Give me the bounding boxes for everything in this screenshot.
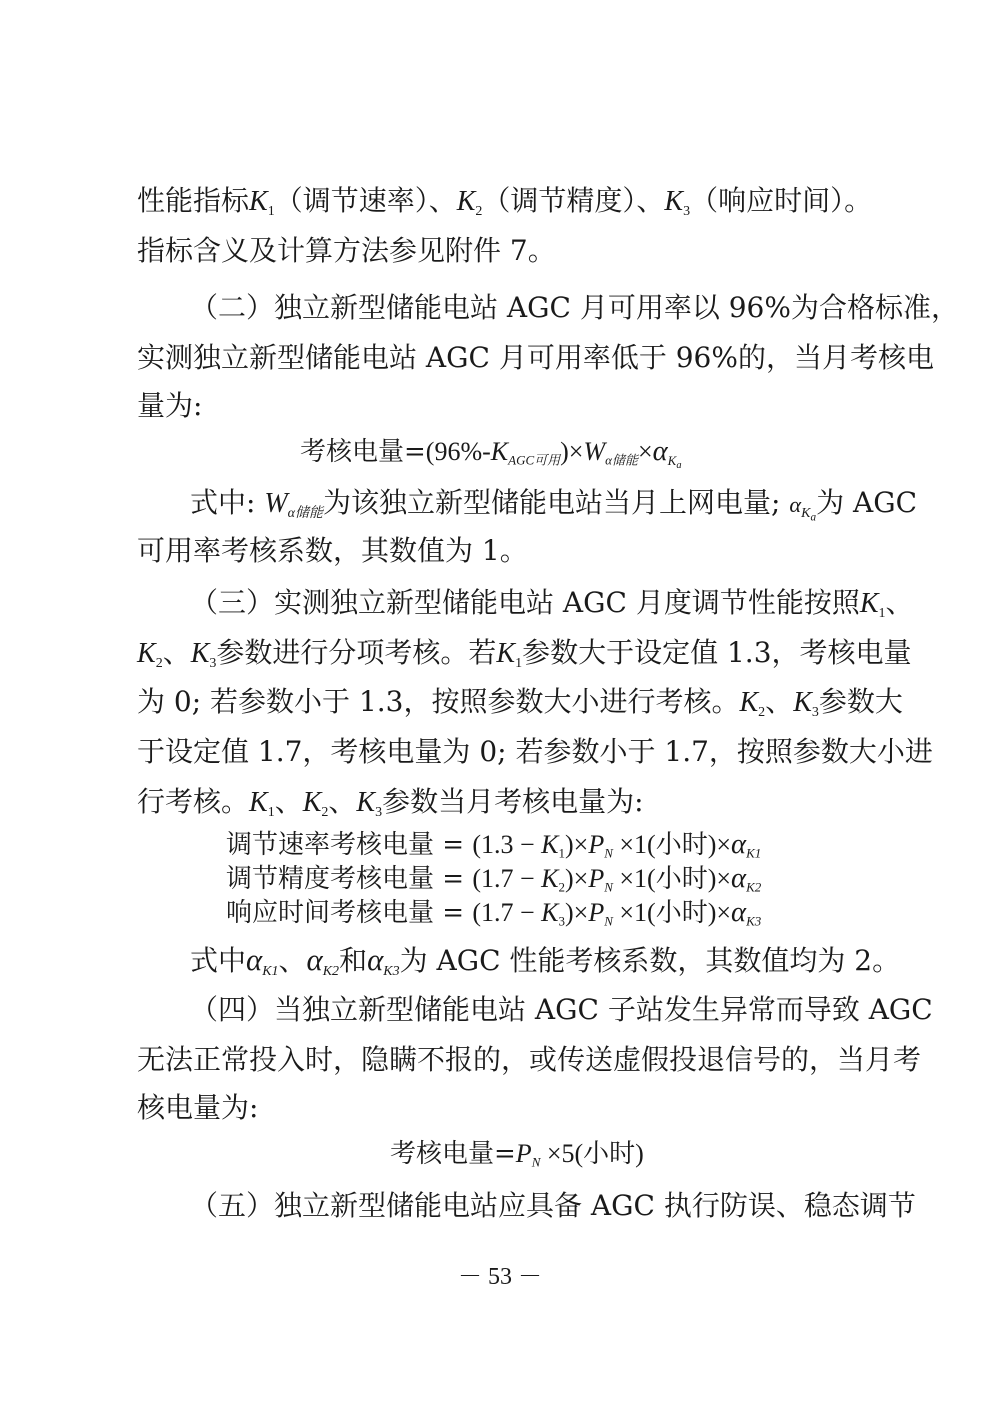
math-subscript: K [667,452,677,468]
formula-text: (96%- [425,437,491,466]
formula-label: 调节精度考核电量 = [226,864,473,894]
math-symbol: W [264,488,288,519]
math-subscript: 1 [267,203,275,219]
text-run: 、 [162,636,191,669]
formula-text: (1.7 − [472,898,542,927]
paragraph-line: （二）独立新型储能电站 AGC 月可用率以 96%为合格标准， [190,291,959,324]
math-subscript: α储能 [287,505,324,521]
math-symbol: K [793,687,812,718]
math-subscript: 2 [475,203,483,219]
text-run: 、 [765,685,794,718]
text-run: 性能指标 [137,184,250,217]
math-symbol: K [249,186,268,217]
math-symbol: K [302,787,322,818]
text-run: 为 AGC [816,486,917,519]
paragraph-line: 无法正常投入时，隐瞒不报的，或传送虚假投退信号的，当月考 [137,1043,922,1076]
text-run: 行考核。 [137,785,250,818]
math-symbol: K [859,588,879,619]
math-subscript: α储能 [605,452,638,468]
math-subscript: K3 [383,963,400,979]
math-symbol: α [731,863,747,894]
formula-label: 考核电量= [390,1139,516,1169]
math-symbol: K [456,186,476,217]
math-subscript: N [531,1154,541,1170]
formula-text: (1.3 − [472,830,542,859]
formula-label: 调节速率考核电量 = [226,830,473,860]
math-subscript: 2 [321,804,329,820]
math-symbol: K [541,898,559,927]
paragraph-line [190,585,914,622]
math-symbol: P [588,898,605,927]
formula-text: ×1(小时)× [612,830,732,859]
math-subscript: 3 [558,913,565,929]
paragraph-line [137,183,872,220]
math-symbol: K [249,787,268,818]
paragraph-line [137,684,903,721]
math-symbol: α [652,436,668,467]
formula-text: )× [565,864,589,893]
math-subscript: 3 [375,804,383,820]
formula-text: ×1(小时)× [612,898,732,927]
math-symbol: K [664,186,684,217]
math-symbol: α [367,943,384,977]
math-symbol: K [739,687,759,718]
paragraph-line [190,942,900,979]
formula-rate [226,828,761,862]
math-symbol: W [583,437,606,466]
math-symbol: K [190,638,210,669]
text-run: 、 [885,586,914,619]
paragraph-line: 实测独立新型储能电站 AGC 月可用率低于 96%的，当月考核电 [137,341,934,374]
text-run: 、 [274,785,303,818]
paragraph-line: 于设定值 1.7，考核电量为 0; 若参数小于 1.7，按照参数大小进 [137,735,933,768]
math-symbol: K [490,437,509,466]
paragraph-line [137,635,912,672]
paragraph-line: 量为: [137,389,203,422]
math-subscript: N [604,913,613,929]
paragraph-line: 核电量为: [137,1091,259,1124]
paragraph-line: （四）当独立新型储能电站 AGC 子站发生异常而导致 AGC [190,993,933,1026]
math-symbol: α [731,897,747,928]
text-run: （调节精度）、 [482,184,665,217]
text-run: 为 AGC 性能考核系数，其数值均为 2。 [399,944,901,977]
text-run: （响应时间）。 [690,184,873,217]
formula-text: (1.7 − [472,864,542,893]
math-symbol: K [541,864,559,893]
text-run: 参数大于设定值 1.3，考核电量 [522,636,912,669]
text-run: 式中: [190,486,265,519]
paragraph-line: 可用率考核系数，其数值为 1。 [137,534,528,567]
math-symbol: α [246,943,263,977]
math-subscript: a [676,459,682,471]
text-run: （调节速率）、 [274,184,457,217]
math-symbol: α [789,492,802,517]
formula-abnormal [390,1137,644,1171]
math-symbol: K [541,830,559,859]
math-subscript: 1 [878,605,886,621]
math-subscript: 2 [558,879,565,895]
paragraph-line: （五）独立新型储能电站应具备 AGC 执行防误、稳态调节 [190,1189,916,1222]
formula-response [226,896,761,930]
text-run: 为该独立新型储能电站当月上网电量; [323,486,790,519]
formula-text: ×1(小时)× [612,864,732,893]
text-run: 参数当月考核电量为: [382,785,644,818]
text-run: 、 [278,944,307,977]
math-symbol: P [515,1139,532,1168]
math-symbol: K [137,638,156,669]
math-subscript: 2 [758,704,766,720]
math-subscript: K2 [322,963,340,979]
text-run: 为 0; 若参数小于 1.3，按照参数大小进行考核。 [137,685,740,718]
text-run: （三）实测独立新型储能电站 AGC 月度调节性能按照 [190,586,860,619]
math-subscript: 1 [515,655,523,671]
math-subscript: N [604,845,613,861]
formula-label: 响应时间考核电量 = [226,898,473,928]
math-subscript: 2 [155,655,163,671]
math-subscript: K2 [746,879,762,895]
math-subscript: AGC可用 [508,452,561,468]
math-subscript: K1 [262,963,279,979]
math-symbol: α [306,943,323,977]
text-run: 和 [339,944,368,977]
formula-text: ×5(小时) [540,1139,644,1168]
paragraph-line [137,784,644,821]
page-number: － 53 － [458,1264,542,1290]
math-subscript: 3 [209,655,217,671]
text-run: 参数大 [818,685,903,718]
math-symbol: α [731,829,747,860]
formula-text: × [637,437,653,466]
math-subscript: 3 [811,704,819,720]
math-subscript: N [604,879,613,895]
text-run: 、 [328,785,357,818]
formula-label: 考核电量= [300,437,426,467]
math-symbol: P [588,864,605,893]
text-run: 参数进行分项考核。若 [216,636,497,669]
formula-text: )× [560,437,584,466]
math-symbol: P [588,830,605,859]
formula-text: )× [565,898,589,927]
formula-availability [300,435,682,469]
math-symbol: K [496,638,516,669]
math-subscript: 1 [267,804,275,820]
formula-accuracy [226,862,761,896]
math-subscript: 3 [683,203,691,219]
text-run: 式中 [190,944,247,977]
formula-text: )× [565,830,589,859]
math-subscript: a [810,511,817,524]
math-subscript: 1 [558,845,565,861]
math-symbol: K [356,787,376,818]
paragraph-line [190,485,917,523]
math-subscript: K [801,505,811,521]
paragraph-line: 指标含义及计算方法参见附件 7。 [137,234,556,267]
math-subscript: K1 [746,845,762,861]
math-subscript: K3 [746,913,762,929]
